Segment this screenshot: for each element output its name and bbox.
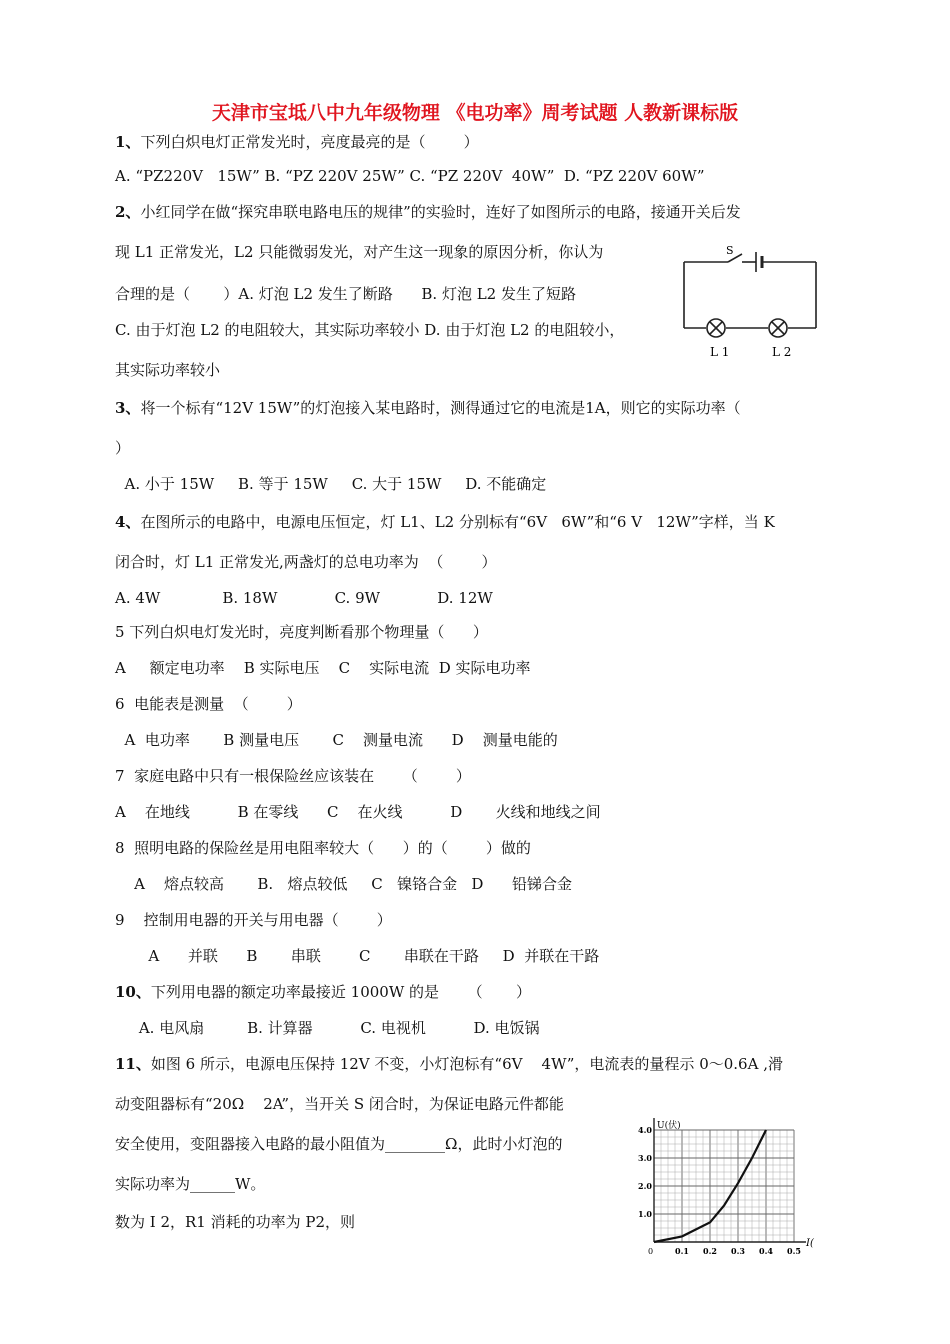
question-line bbox=[115, 730, 558, 750]
x-tick-label: 0.4 bbox=[759, 1246, 773, 1256]
question-line bbox=[115, 552, 497, 572]
question-text: 如图 6 所示，电源电压保持 12V 不变，小灯泡标有“6V 4W”，电流表的量程示 0～0.6A ,滑 bbox=[150, 1055, 783, 1073]
question-line bbox=[115, 474, 546, 494]
question-text: A 熔点较高 B. 熔点较低 C 镍铬合金 D 铅锑合金 bbox=[115, 875, 573, 893]
question-line bbox=[115, 132, 479, 152]
x-tick-label: 0.3 bbox=[731, 1246, 745, 1256]
question-text: 6 电能表是测量 （ ） bbox=[115, 695, 302, 713]
question-text: ） bbox=[115, 439, 131, 457]
question-text: 现 L1 正常发光，L2 只能微弱发光，对产生这一现象的原因分析，你认为 bbox=[115, 243, 604, 261]
question-text: C. 由于灯泡 L2 的电阻较大，其实际功率较小 D. 由于灯泡 L2 的电阻较小， bbox=[115, 321, 625, 339]
question-text: 动变阻器标有“20Ω 2A”，当开关 S 闭合时，为保证电路元件都能 bbox=[115, 1095, 564, 1113]
question-line bbox=[115, 438, 130, 458]
question-text: 闭合时，灯 L1 正常发光,两盏灯的总电功率为 （ ） bbox=[115, 553, 497, 571]
question-line bbox=[115, 242, 603, 262]
question-text: A. 4W B. 18W C. 9W D. 12W bbox=[115, 589, 493, 607]
question-line bbox=[115, 910, 392, 930]
question-text: A. 电风扇 B. 计算器 C. 电视机 D. 电饭锅 bbox=[115, 1019, 540, 1037]
question-number: 10、 bbox=[115, 983, 151, 1001]
question-line bbox=[115, 1094, 564, 1114]
question-line bbox=[115, 874, 572, 894]
question-text: 实际功率为______W。 bbox=[115, 1175, 266, 1193]
question-text: 其实际功率较小 bbox=[115, 361, 221, 379]
question-number: 3、 bbox=[115, 399, 141, 417]
question-line bbox=[115, 202, 741, 222]
x-tick-label: 0.5 bbox=[787, 1246, 801, 1256]
question-text: 下列用电器的额定功率最接近 1000W 的是 （ ） bbox=[150, 983, 531, 1001]
question-text: 7 家庭电路中只有一根保险丝应该装在 （ ） bbox=[115, 767, 471, 785]
question-line bbox=[115, 1054, 783, 1074]
question-text: A 电功率 B 测量电压 C 测量电流 D 测量电能的 bbox=[115, 731, 558, 749]
question-line bbox=[115, 1018, 540, 1038]
y-tick-label: 3.0 bbox=[638, 1153, 652, 1163]
y-tick-label: 1.0 bbox=[638, 1209, 652, 1219]
question-text: 安全使用，变阻器接入电路的最小阻值为________Ω，此时小灯泡的 bbox=[115, 1135, 563, 1153]
y-tick-label: 4.0 bbox=[638, 1125, 652, 1135]
question-number: 11、 bbox=[115, 1055, 151, 1073]
question-text: 9 控制用电器的开关与用电器（ ） bbox=[115, 911, 392, 929]
lamp1-label: L 1 bbox=[710, 345, 730, 359]
question-text: A 并联 B 串联 C 串联在干路 D 并联在干路 bbox=[115, 947, 600, 965]
question-line bbox=[115, 658, 531, 678]
question-line bbox=[115, 982, 531, 1002]
question-text: 小红同学在做“探究串联电路电压的规律”的实验时，连好了如图所示的电路，接通开关后发 bbox=[140, 203, 741, 221]
x-tick-label: 0.1 bbox=[675, 1246, 689, 1256]
question-line bbox=[115, 766, 471, 786]
question-number: 4、 bbox=[115, 513, 141, 531]
question-line bbox=[115, 166, 705, 186]
question-text: A 在地线 B 在零线 C 在火线 D 火线和地线之间 bbox=[115, 803, 601, 821]
question-line bbox=[115, 360, 220, 380]
question-text: 8 照明电路的保险丝是用电阻率较大（ ）的（ ）做的 bbox=[115, 839, 531, 857]
question-line bbox=[115, 694, 302, 714]
question-line bbox=[115, 1174, 265, 1194]
page-title: 天津市宝坻八中九年级物理 《电功率》周考试题 人教新课标版 bbox=[211, 102, 739, 124]
question-text: 数为 I 2，R1 消耗的功率为 P2，则 bbox=[115, 1213, 356, 1231]
question-line bbox=[115, 588, 493, 608]
u-i-graph bbox=[636, 1112, 836, 1260]
question-text: 将一个标有“12V 15W”的灯泡接入某电路时，测得通过它的电流是1A，则它的实际功率（ bbox=[140, 399, 741, 417]
question-text: 在图所示的电路中，电源电压恒定，灯 L1、L2 分别标有“6V 6W”和“6 V 12W”字样，当 K bbox=[140, 513, 775, 531]
question-line bbox=[115, 1134, 562, 1154]
question-text: 下列白炽电灯正常发光时，亮度最亮的是（ ） bbox=[140, 133, 479, 151]
question-text: A. 小于 15W B. 等于 15W C. 大于 15W D. 不能确定 bbox=[115, 475, 547, 493]
lamp2-label: L 2 bbox=[772, 345, 792, 359]
question-text: A. “PZ220V 15W” B. “PZ 220V 25W” C. “PZ 220V 40W” D. “PZ 220V 60W” bbox=[115, 167, 705, 185]
origin-label: 0 bbox=[648, 1247, 654, 1256]
question-number: 2、 bbox=[115, 203, 141, 221]
x-tick-label: 0.2 bbox=[703, 1246, 717, 1256]
question-line bbox=[115, 1212, 355, 1232]
question-text: 合理的是（ ）A. 灯泡 L2 发生了断路 B. 灯泡 L2 发生了短路 bbox=[115, 285, 576, 303]
question-text: 5 下列白炽电灯发光时，亮度判断看那个物理量（ ） bbox=[115, 623, 488, 641]
question-line bbox=[115, 320, 624, 340]
y-tick-label: 2.0 bbox=[638, 1181, 652, 1191]
question-line bbox=[115, 398, 741, 418]
circuit-diagram bbox=[676, 244, 826, 364]
question-number: 1、 bbox=[115, 133, 141, 151]
question-line bbox=[115, 512, 775, 532]
question-text: A 额定电功率 B 实际电压 C 实际电流 D 实际电功率 bbox=[115, 659, 531, 677]
y-axis-label: U(伏) bbox=[657, 1121, 681, 1131]
question-line bbox=[115, 946, 599, 966]
question-line bbox=[115, 802, 601, 822]
question-line bbox=[115, 838, 531, 858]
question-line bbox=[115, 622, 488, 642]
x-axis-label: I( bbox=[806, 1238, 814, 1249]
question-line bbox=[115, 284, 576, 304]
switch-label: S bbox=[726, 244, 734, 257]
